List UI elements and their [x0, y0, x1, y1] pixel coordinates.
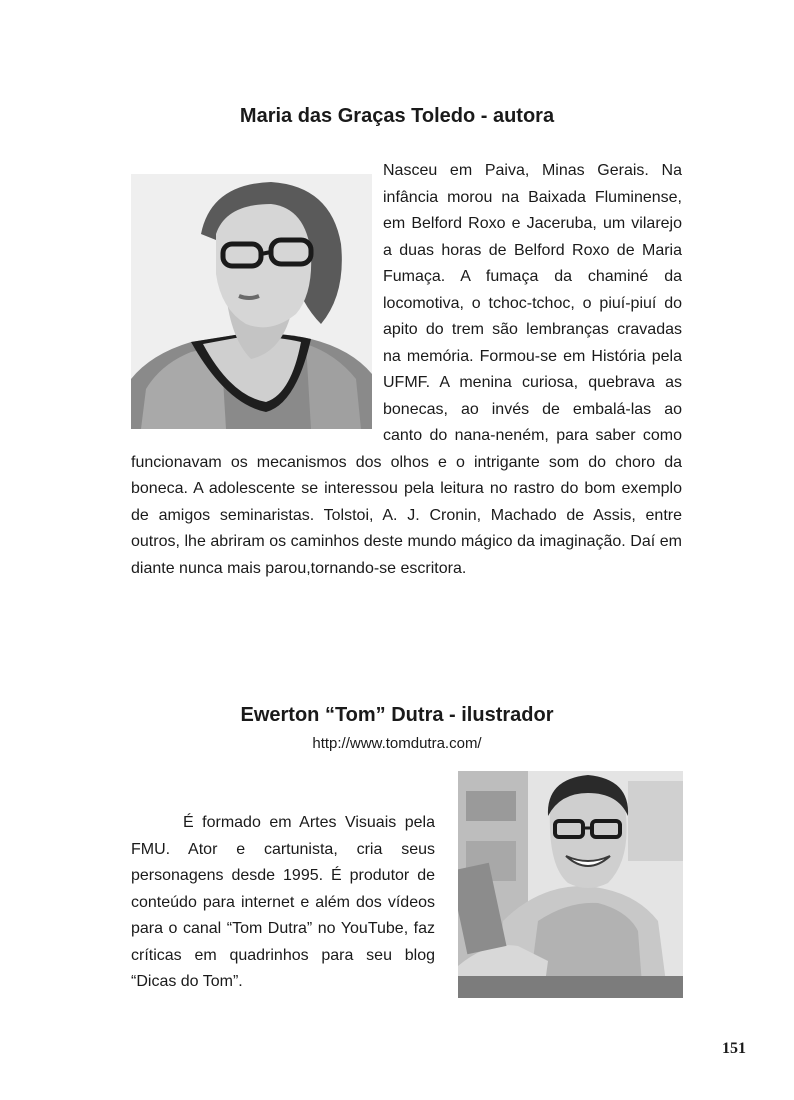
author-photo — [131, 174, 372, 429]
illustrator-section — [131, 810, 435, 996]
author-section — [131, 158, 682, 582]
page-number: 151 — [722, 1040, 746, 1057]
illustrator-website-url: http://www.tomdutra.com/ — [312, 735, 482, 752]
author-bio-text: Nasceu em Paiva, Minas Gerais. Na infância morou na Baixada Fluminense, em Belford Roxo e Jaceruba, um vilarejo a duas horas de Belford Roxo de Maria Fumaça. A fumaça da chaminé da locomotiva, o tchoc-tchoc, o piuí-piuí do apito do trem são lembranças cravadas na memória. Formou-se em História pela UFMF. A menina curiosa, quebrava as bonecas, ao invés de embalá-las ao canto do nana-neném, para saber como funcionavam os mecanismos dos olhos e o intrigante som do choro da boneca. A adolescente se interessou pela leitura no rastro do bom exemplo de amigos seminaristas. Tolstoi, A. J. Cronin, Machado de Assis, entre outros, lhe abriram os caminhos deste mundo mágico da imaginação. Daí em diante nunca mais parou,tornando-se escritora. — [131, 162, 682, 577]
illustrator-photo — [458, 771, 683, 998]
author-heading: Maria das Graças Toledo - autora — [239, 105, 555, 127]
illustrator-bio-text: É formado em Artes Visuais pela FMU. Ator e cartunista, cria seus personagens desde 1995. É produtor de conteúdo para internet e além dos vídeos para o canal “Tom Dutra” no YouTube, faz críticas em quadrinhos para seu blog “Dicas do Tom”. — [131, 814, 435, 990]
illustrator-portrait-image — [458, 771, 683, 998]
author-portrait-image — [131, 174, 372, 429]
illustrator-heading: Ewerton “Tom” Dutra - ilustrador — [240, 704, 554, 726]
